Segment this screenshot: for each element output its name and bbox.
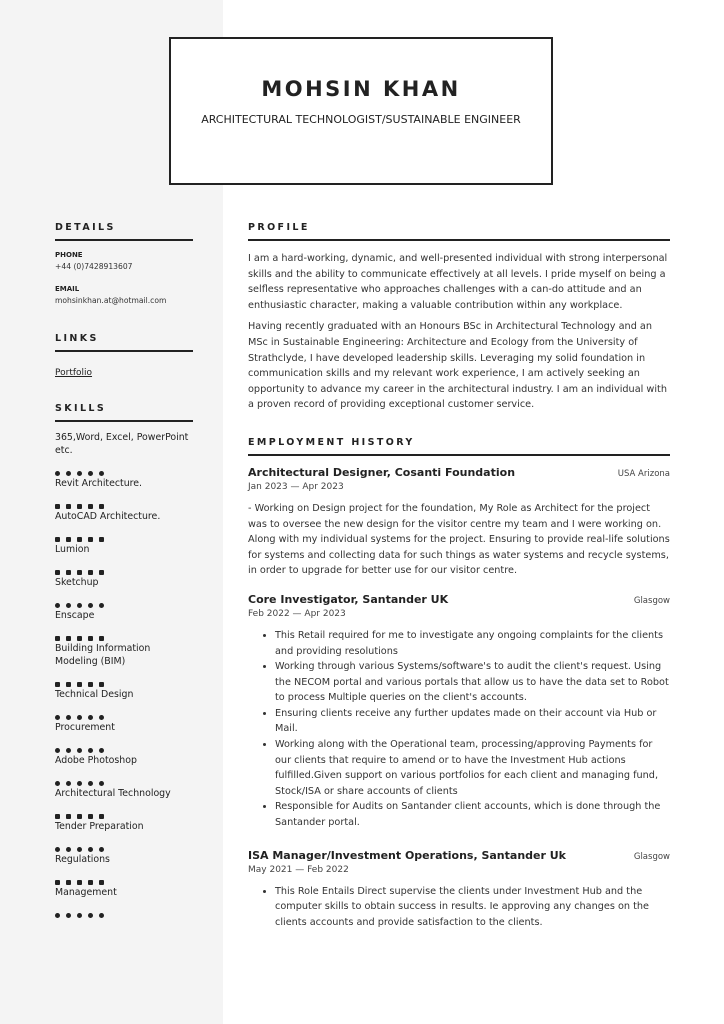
- sidebar: [55, 222, 193, 910]
- skill-name: Building Information Modeling (BIM): [55, 643, 151, 667]
- skill-level-dot: [55, 570, 60, 575]
- skill-level-dot: [55, 471, 60, 476]
- profile-heading: PROFILE: [248, 222, 670, 241]
- skills-heading: SKILLS: [55, 403, 193, 422]
- email-label: EMAIL: [55, 285, 80, 293]
- skill-level-dot: [66, 781, 71, 786]
- skill-level-dot: [55, 603, 60, 608]
- skill-name: Management: [55, 887, 117, 898]
- skill-level-dot: [99, 880, 104, 885]
- skill-level-dot: [66, 636, 71, 641]
- job-bullet-list: [248, 628, 670, 831]
- skill-level-dot: [55, 880, 60, 885]
- skill-level-dots: [55, 560, 193, 567]
- resume-header: [169, 37, 553, 185]
- details-heading: DETAILS: [55, 222, 193, 241]
- skills-section: [55, 403, 193, 910]
- skill-name: Technical Design: [55, 689, 134, 700]
- skill-level-dot: [77, 603, 82, 608]
- skill-name: Revit Architecture.: [55, 478, 143, 489]
- skill-item: [55, 820, 193, 844]
- skill-level-dots: [55, 837, 193, 844]
- skill-level-dot: [66, 880, 71, 885]
- job-bullet: • This Role Entails Direct supervise the clients under Investment Hub and the computer skills to obtain success in results. Ie approving any changes on the clients accounts and provide satisfaction to the clients.: [275, 884, 670, 931]
- profile-paragraph: Having recently graduated with an Honours BSc in Architectural Technology and an MSc in Sustainable Engineering: Architecture and Ecology from the University of Strathclyde, I have developed leadership skills. Leveraging my solid foundation in communication skills and my relevant work experience, I am actively seeking an opportunity to advance my career in the architectural industry. I am an individual with a proven record of providing exceptional customer service.: [248, 321, 667, 411]
- links-section: [55, 333, 193, 379]
- skill-name: Lumion: [55, 544, 90, 555]
- job-dates: Jan 2023 — Apr 2023: [248, 481, 344, 492]
- job-header: [248, 466, 670, 479]
- job-bullet: • Responsible for Audits on Santander client accounts, which is done through the Santander portal.: [275, 799, 670, 830]
- main-content: [248, 222, 670, 930]
- skill-level-dots: [55, 903, 193, 910]
- skill-level-dot: [55, 715, 60, 720]
- skill-level-dots: [55, 494, 193, 501]
- skill-item: [55, 754, 193, 778]
- skill-level-dot: [88, 504, 93, 509]
- skill-level-dot: [88, 537, 93, 542]
- job-bullet: • This Retail required for me to investigate any ongoing complaints for the clients and providing resolutions: [275, 628, 670, 659]
- skill-level-dot: [99, 781, 104, 786]
- skill-level-dot: [55, 814, 60, 819]
- skill-level-dots: [55, 771, 193, 778]
- skill-level-dot: [99, 913, 104, 918]
- skill-level-dot: [88, 913, 93, 918]
- skill-name: Enscape: [55, 610, 95, 621]
- skill-level-dot: [55, 847, 60, 852]
- skill-level-dot: [77, 880, 82, 885]
- skill-level-dot: [66, 682, 71, 687]
- skill-level-dot: [88, 471, 93, 476]
- job-title: ISA Manager/Investment Operations, Santander Uk: [248, 848, 566, 862]
- skill-level-dot: [66, 913, 71, 918]
- skill-item: [55, 510, 193, 534]
- candidate-title: ARCHITECTURAL TECHNOLOGIST/SUSTAINABLE ENGINEER: [201, 113, 521, 126]
- job-header: [248, 593, 670, 606]
- job-description: - Working on Design project for the foundation, My Role as Architect for the project was to oversee the new design for the visitor centre my team and I were working on. Along with my individual systems for the project. Ensuring to provide real-life solutions for systems and collecting data for such things as water systems and recycle systems, in order to upgrade for better use for our visitor centre.: [248, 502, 670, 577]
- skill-level-dot: [99, 682, 104, 687]
- skill-level-dot: [99, 537, 104, 542]
- job-header: [248, 849, 670, 862]
- skill-name: 365,Word, Excel, PowerPoint etc.: [55, 432, 189, 456]
- skill-level-dot: [99, 814, 104, 819]
- skill-level-dot: [77, 715, 82, 720]
- skill-level-dot: [77, 781, 82, 786]
- skill-item: [55, 642, 193, 679]
- skill-item: [55, 688, 193, 712]
- job-location: Glasgow: [633, 851, 670, 862]
- skill-level-dot: [77, 847, 82, 852]
- skill-level-dot: [66, 715, 71, 720]
- skill-level-dot: [88, 636, 93, 641]
- skill-level-dot: [88, 603, 93, 608]
- skill-level-dot: [99, 715, 104, 720]
- skill-name: Procurement: [55, 722, 115, 733]
- skill-name: AutoCAD Architecture.: [55, 511, 161, 522]
- phone-label: PHONE: [55, 251, 83, 259]
- skill-level-dot: [88, 847, 93, 852]
- skill-level-dots: [55, 593, 193, 600]
- skill-level-dots: [55, 461, 193, 468]
- skill-item: [55, 543, 193, 567]
- skill-name: Architectural Technology: [55, 788, 171, 799]
- job-title: Architectural Designer, Cosanti Foundation: [248, 465, 516, 479]
- skill-level-dot: [55, 682, 60, 687]
- skill-level-dot: [88, 748, 93, 753]
- skill-level-dot: [66, 471, 71, 476]
- skill-level-dot: [77, 636, 82, 641]
- skill-level-dot: [66, 570, 71, 575]
- skill-level-dot: [88, 570, 93, 575]
- candidate-name: MOHSIN KHAN: [261, 77, 461, 101]
- skill-level-dot: [55, 781, 60, 786]
- profile-paragraph: I am a hard-working, dynamic, and well-presented individual with strong interpersonal skills and the ability to communicate effectively at all levels. I pride myself on being a selfless representative who approaches challenges with a can-do attitude and an enthusiastic character, making a valuable contribution within any workplace.: [248, 253, 668, 311]
- job-dates: May 2021 — Feb 2022: [248, 864, 349, 875]
- skill-level-dot: [77, 570, 82, 575]
- job-entry: [248, 593, 670, 831]
- job-bullet-list: [248, 884, 670, 931]
- skill-level-dot: [66, 847, 71, 852]
- skill-level-dots: [55, 804, 193, 811]
- skill-level-dot: [77, 682, 82, 687]
- skill-level-dots: [55, 738, 193, 745]
- skill-level-dot: [99, 847, 104, 852]
- skill-level-dot: [99, 570, 104, 575]
- skill-item: [55, 787, 193, 811]
- skill-level-dot: [55, 748, 60, 753]
- skill-level-dots: [55, 705, 193, 712]
- profile-section: [248, 222, 670, 413]
- skill-level-dot: [77, 814, 82, 819]
- skill-level-dots: [55, 527, 193, 534]
- job-dates: Feb 2022 — Apr 2023: [248, 608, 346, 619]
- skill-level-dot: [88, 814, 93, 819]
- skill-item: [55, 886, 193, 910]
- job-location: Glasgow: [633, 595, 670, 606]
- links-heading: LINKS: [55, 333, 193, 352]
- job-bullet: • Ensuring clients receive any further updates made on their account via Hub or Mail.: [275, 706, 670, 737]
- skill-item: [55, 853, 193, 877]
- skill-item: [55, 477, 193, 501]
- job-entry: [248, 849, 670, 931]
- skill-level-dot: [99, 471, 104, 476]
- skill-item: [55, 431, 193, 468]
- job-title: Core Investigator, Santander UK: [248, 592, 449, 606]
- skill-level-dot: [99, 603, 104, 608]
- skill-level-dot: [77, 471, 82, 476]
- skill-level-dot: [66, 537, 71, 542]
- skill-level-dot: [66, 748, 71, 753]
- job-entry: [248, 466, 670, 579]
- skills-list: [55, 431, 193, 910]
- details-section: [55, 222, 193, 305]
- skill-level-dots: [55, 626, 193, 633]
- phone-value: +44 (0)7428913607: [55, 262, 133, 271]
- skill-item: [55, 609, 193, 633]
- skill-name: Sketchup: [55, 577, 99, 588]
- skill-level-dot: [66, 814, 71, 819]
- skill-level-dot: [99, 748, 104, 753]
- skill-level-dot: [55, 504, 60, 509]
- skill-level-dot: [66, 603, 71, 608]
- email-value: mohsinkhan.at@hotmail.com: [55, 296, 167, 305]
- skill-level-dot: [77, 913, 82, 918]
- skill-level-dots: [55, 672, 193, 679]
- portfolio-link[interactable]: Portfolio: [55, 368, 93, 378]
- employment-section: [248, 437, 670, 930]
- job-location: USA Arizona: [617, 468, 670, 479]
- skill-level-dot: [55, 636, 60, 641]
- skill-level-dot: [99, 636, 104, 641]
- skill-name: Adobe Photoshop: [55, 755, 137, 766]
- skill-name: Regulations: [55, 854, 110, 865]
- skill-level-dot: [77, 748, 82, 753]
- skill-level-dot: [55, 913, 60, 918]
- skill-level-dot: [66, 504, 71, 509]
- jobs-list: [248, 466, 670, 930]
- skill-level-dot: [99, 504, 104, 509]
- job-bullet: • Working through various Systems/software's to audit the client's request. Using the NECOM portal and various portals that allow us to have the data set to Robot to process Multiple queries on the client's accounts.: [275, 659, 670, 706]
- skill-name: Tender Preparation: [55, 821, 144, 832]
- skill-item: [55, 721, 193, 745]
- skill-level-dot: [77, 537, 82, 542]
- skill-level-dots: [55, 870, 193, 877]
- skill-level-dot: [77, 504, 82, 509]
- skill-level-dot: [88, 880, 93, 885]
- skill-item: [55, 576, 193, 600]
- skill-level-dot: [88, 781, 93, 786]
- skill-level-dot: [88, 682, 93, 687]
- skill-level-dot: [88, 715, 93, 720]
- skill-level-dot: [55, 537, 60, 542]
- job-bullet: • Working along with the Operational team, processing/approving Payments for our clients that require to amend or to have the Investment Hub actions fulfilled.Given support on various portfolios for each client and managing fund, Stock/ISA or share accounts of clients: [275, 737, 670, 799]
- employment-heading: EMPLOYMENT HISTORY: [248, 437, 670, 456]
